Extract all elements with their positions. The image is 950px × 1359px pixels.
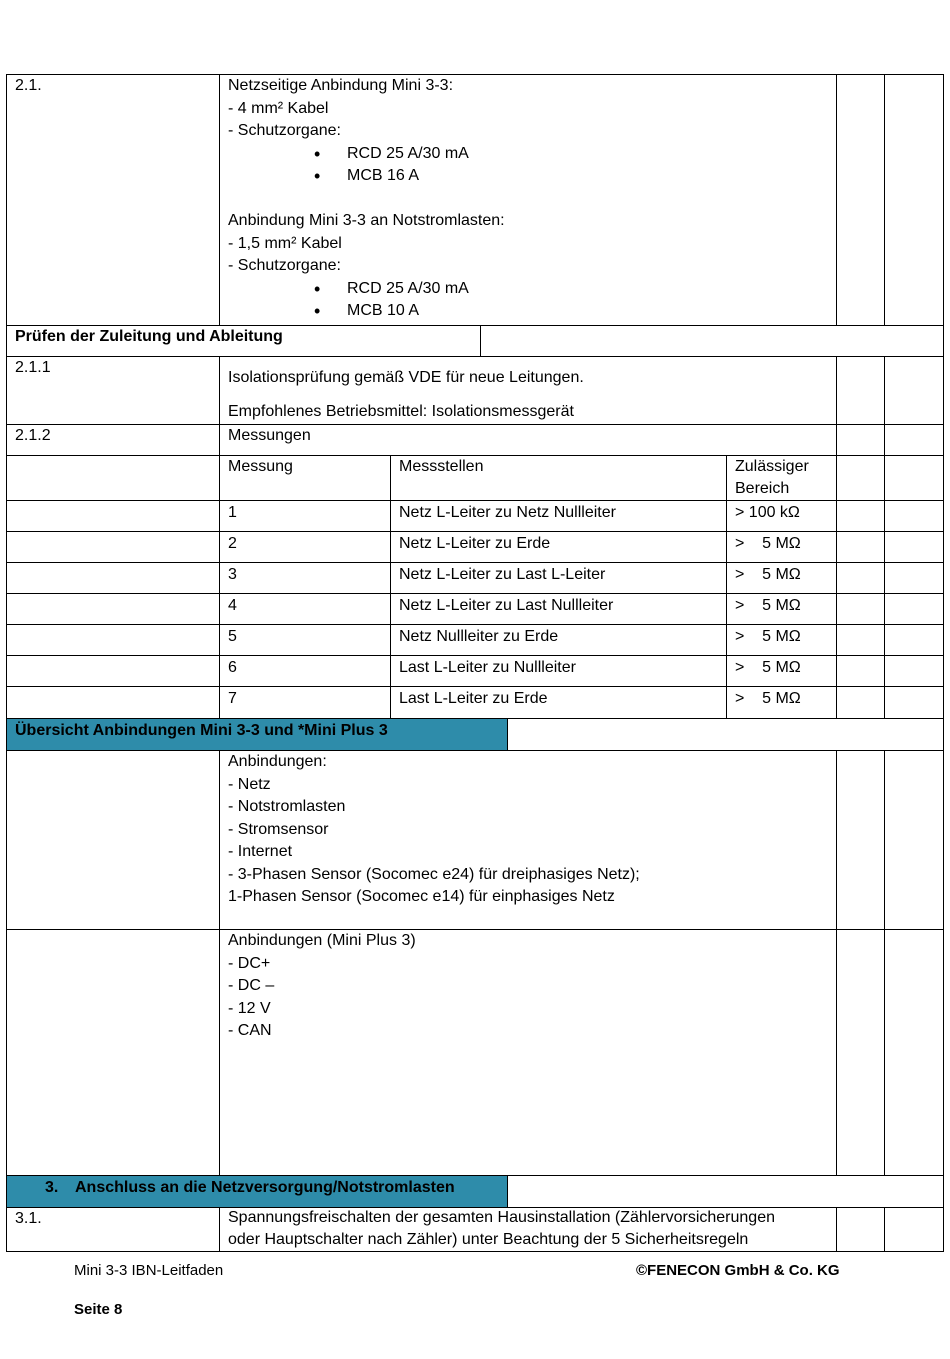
bullet-item: • RCD 25 A/30 mA [228,143,505,166]
measurement-points: Last L-Leiter zu Erde [399,690,548,707]
measurement-range: > 5 MΩ [735,628,801,645]
recommended-equipment-text: Empfohlenes Betriebsmittel: Isolationsmessgerät [228,403,574,420]
footer-page-number: Seite 8 [74,1301,123,1318]
table-border [219,74,220,325]
measurement-range: > 5 MΩ [735,535,801,552]
column-header-points: Messstellen [399,458,484,475]
section-number: 2.1.2 [15,427,51,444]
table-border [6,356,944,357]
table-border [507,1175,508,1207]
section-2-1-content [228,75,505,323]
table-border [219,750,220,1175]
table-border [6,624,944,625]
table-border [884,74,885,325]
plus-connections-item: Anbindungen (Mini Plus 3) [228,932,416,949]
table-border [480,325,481,356]
section-3-number: 3. [45,1179,59,1196]
measurement-points: Netz L-Leiter zu Erde [399,535,551,552]
table-border [6,531,944,532]
table-border [219,1207,220,1251]
section-3-1-text: Spannungsfreischalten der gesamten Hausinstallation (Zählervorsicherungen [228,1209,775,1226]
section-3-1-text: oder Hauptschalter nach Zähler) unter Beachtung der 5 Sicherheitsregeln [228,1231,749,1248]
table-border [884,356,885,455]
backup-protection: - Schutzorgane: [228,257,341,274]
plus-connections-item: - CAN [228,1022,272,1039]
measurement-points: Last L-Leiter zu Nullleiter [399,659,576,676]
insulation-test-text: Isolationsprüfung gemäß VDE für neue Leitungen. [228,369,584,386]
connections-item: - Notstromlasten [228,798,346,815]
table-border [6,1175,944,1176]
connections-item: - Internet [228,843,293,860]
bullet-item: • MCB 10 A [228,300,505,323]
table-border [836,356,837,455]
connections-item: - Netz [228,775,271,793]
plus-connections-item: - 12 V [228,999,271,1017]
table-border [943,74,944,1251]
table-border [836,750,837,1175]
check-heading: Prüfen der Zuleitung und Ableitung [15,328,283,345]
table-border [6,424,944,425]
measurement-id: 4 [228,597,237,614]
bullet-item: • RCD 25 A/30 mA [228,278,505,301]
table-border [884,1207,885,1251]
table-border [507,718,508,750]
table-border [6,929,944,930]
footer-copyright: ©FENECON GmbH & Co. KG [636,1262,840,1279]
backup-heading: Anbindung Mini 3-3 an Notstromlasten: [228,212,505,229]
measurement-id: 6 [228,659,237,676]
table-border [390,455,391,718]
table-border [6,593,944,594]
connections-item: Anbindungen: [228,753,327,770]
connections-list [228,751,640,909]
bullet-item: • MCB 16 A [228,165,505,188]
mains-protection: - Schutzorgane: [228,122,341,139]
mains-heading: Netzseitige Anbindung Mini 3-3: [228,77,454,94]
table-border [6,655,944,656]
backup-cable: - 1,5 mm² Kabel [228,234,342,252]
measurement-range: > 5 MΩ [735,659,801,676]
measurement-id: 2 [228,535,237,552]
table-border [6,74,7,1251]
mains-cable: - 4 mm² Kabel [228,99,329,117]
measurement-points: Netz L-Leiter zu Netz Nullleiter [399,504,616,521]
table-border [836,74,837,325]
table-border [219,455,220,718]
measurement-points: Netz Nullleiter zu Erde [399,628,559,645]
connections-item: 1-Phasen Sensor (Socomec e14) für einphasiges Netz [228,888,615,905]
column-header-measurement: Messung [228,458,293,475]
section-number: 2.1. [15,77,42,94]
measurement-points: Netz L-Leiter zu Last L-Leiter [399,566,606,583]
measurement-id: 7 [228,690,237,707]
table-border [219,356,220,455]
plus-connections-item: - DC – [228,977,275,994]
column-header-range: Bereich [735,480,790,497]
footer-doc-title: Mini 3-3 IBN-Leitfaden [74,1262,224,1279]
section-number: 3.1. [15,1210,42,1227]
table-border [6,718,944,719]
measurement-range: > 5 MΩ [735,597,801,614]
measurement-id: 5 [228,628,237,645]
table-border [726,455,727,718]
table-border [836,455,837,718]
table-border [6,562,944,563]
table-border [6,686,944,687]
table-border [6,500,944,501]
measurement-range: > 100 kΩ [735,504,800,521]
measurement-points: Netz L-Leiter zu Last Nullleiter [399,597,614,614]
plus-connections-item: - DC+ [228,954,271,972]
overview-heading: Übersicht Anbindungen Mini 3-3 und *Mini Plus 3 [15,722,388,739]
section-3-heading: Anschluss an die Netzversorgung/Notstromlasten [75,1179,455,1196]
connections-item: - Stromsensor [228,820,329,838]
table-border [884,750,885,1175]
connections-item: - 3-Phasen Sensor (Socomec e24) für dreiphasiges Netz); [228,865,640,883]
table-border [836,1207,837,1251]
section-number: 2.1.1 [15,359,51,376]
plus-connections-list [228,930,416,1043]
measurement-range: > 5 MΩ [735,690,801,707]
measurements-title: Messungen [228,427,311,444]
measurement-id: 3 [228,566,237,583]
measurement-range: > 5 MΩ [735,566,801,583]
measurement-id: 1 [228,504,237,521]
column-header-range: Zulässiger [735,458,809,475]
table-border [884,455,885,718]
